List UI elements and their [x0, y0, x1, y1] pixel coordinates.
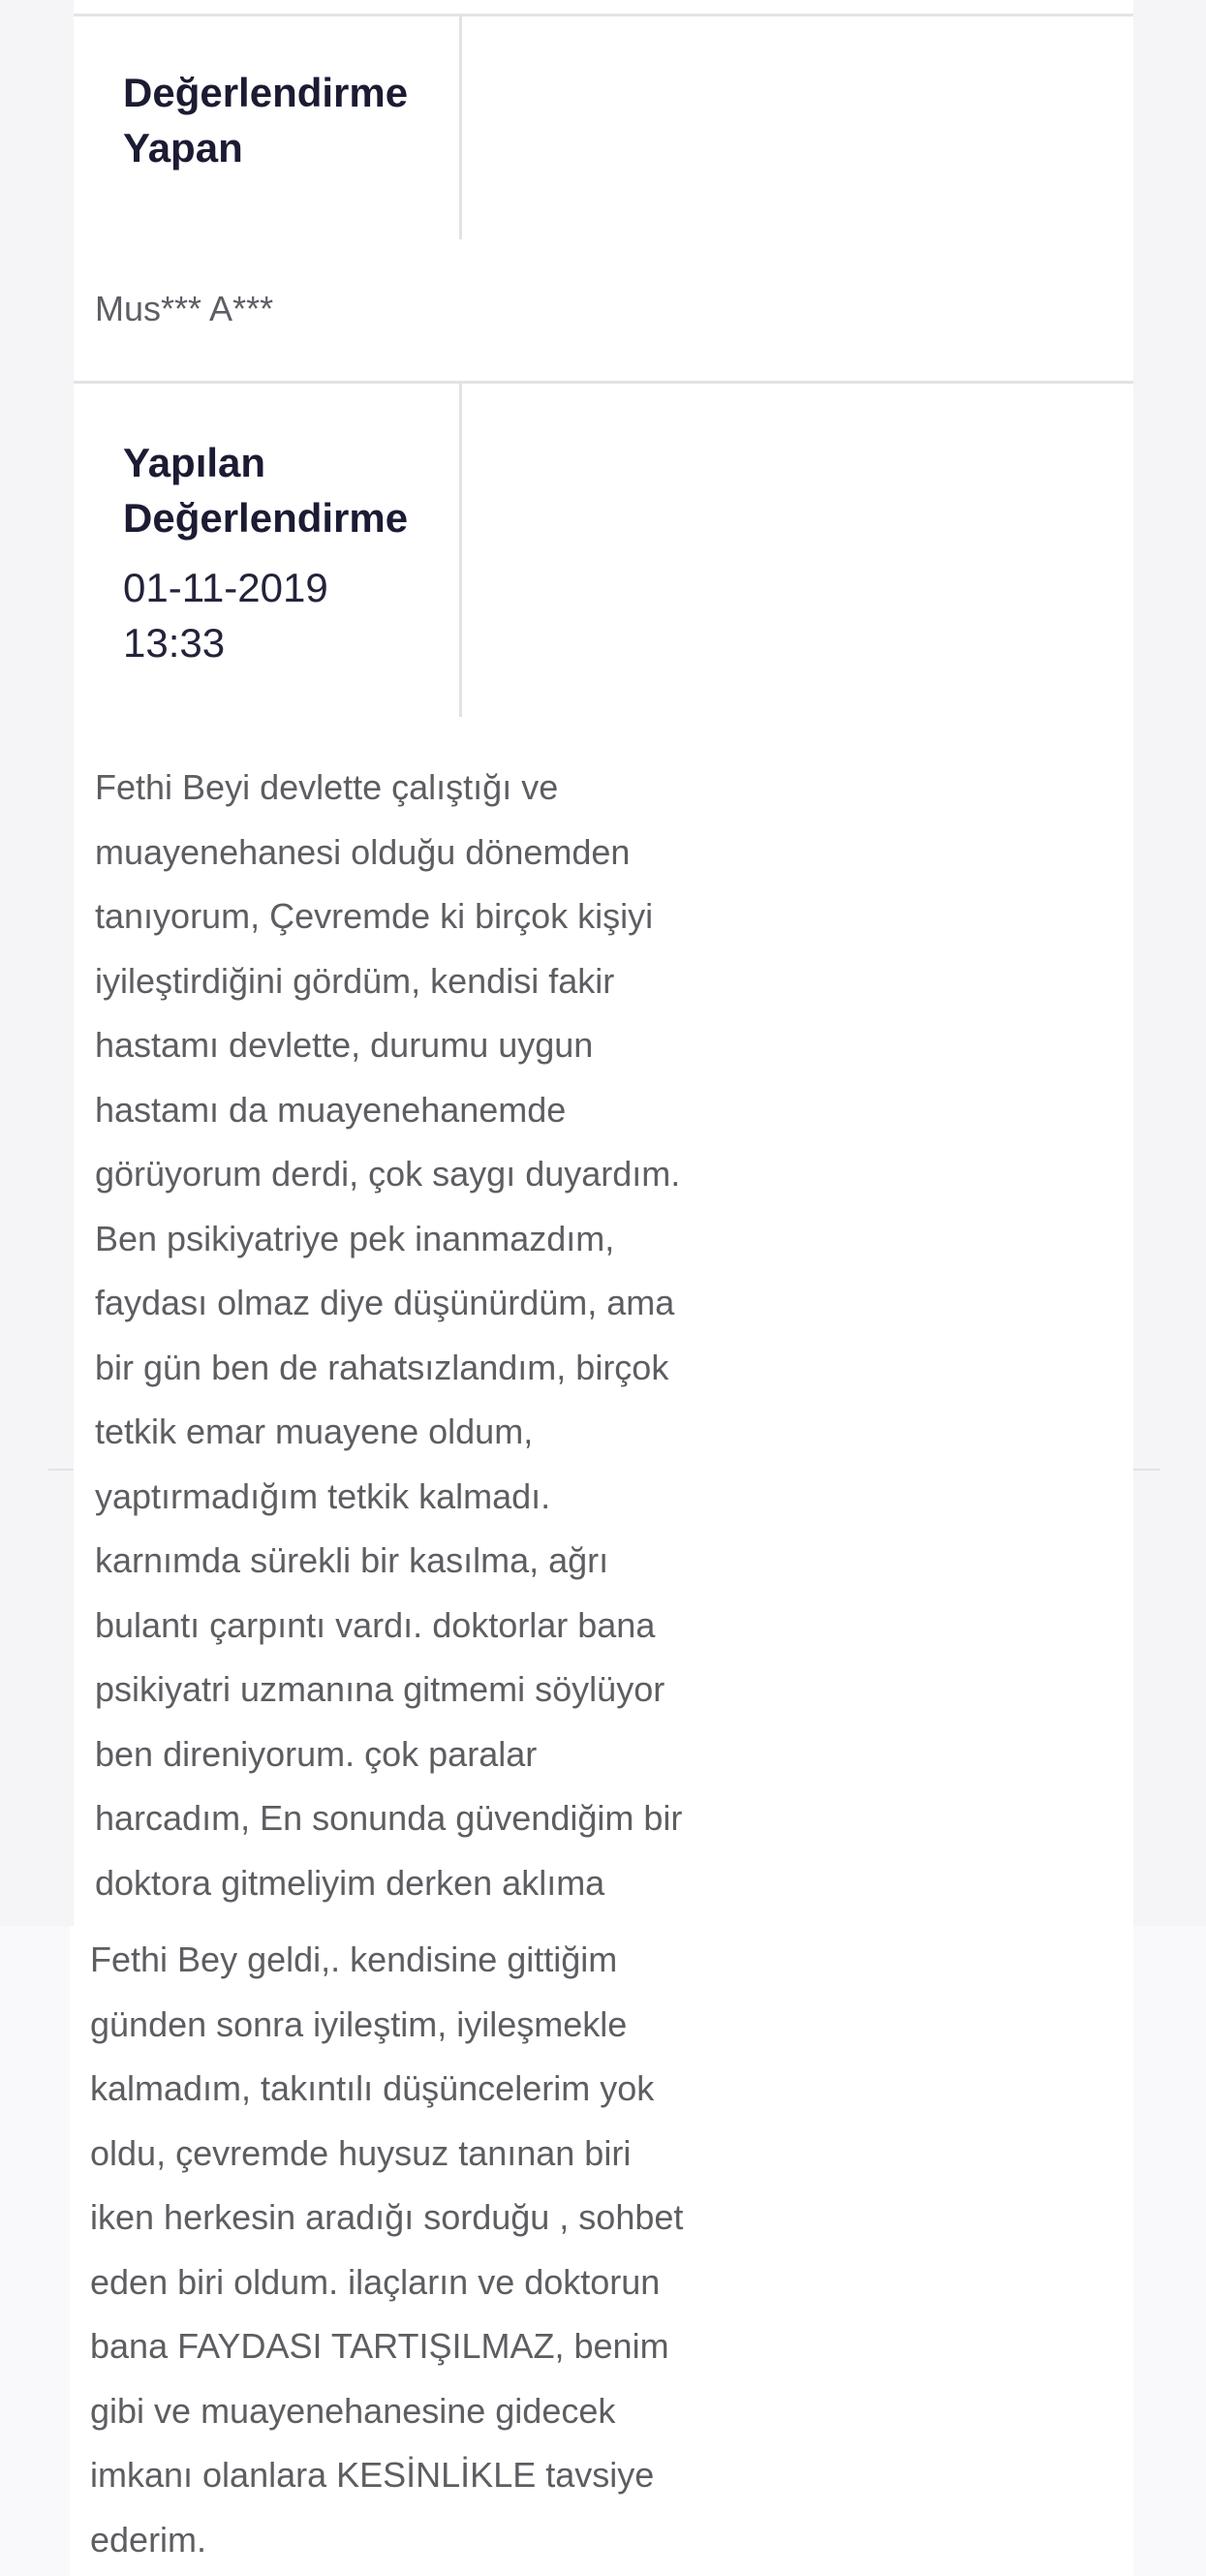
review-comment-text: Fethi Beyi devlette çalıştığı ve muayenehanesi olduğu dönemden tanıyorum, Çevremde ki birçok kişiyi iyileştirdiğini gördüm, kendisi fakir hastamı devlette, durumu uygun hastamı da muayenehanemde görüyorum derdi, çok saygı duyardım. Ben psikiyatriye pek inanmazdım, faydası olmaz diye düşünürdüm, ama bir gün ben de rahatsızlandım, birçok tetkik emar muayene oldum, yaptırmadığım tetkik kalmadı. karnımda sürekli bir kasılma, ağrı bulantı çarpıntı vardı. doktorlar bana psikiyatri uzmanına gitmemi söylüyor ben direniyorum. çok paralar harcadım, En sonunda güvendiğim bir doktora gitmeliyim derken aklıma: [95, 767, 683, 1903]
column-divider: [459, 16, 462, 239]
reviewer-label: Değerlendirme Yapan: [123, 70, 409, 171]
column-divider: [459, 384, 462, 717]
reviewer-name: Mus*** A***: [95, 289, 274, 328]
row-divider: [74, 14, 1133, 16]
review-comment-text-continued: Fethi Bey geldi,. kendisine gittiğim günden sonra iyileştim, iyileşmekle kalmadım, takıntılı düşüncelerim yok oldu, çevremde huysuz tanınan biri iken herkesin aradığı sorduğu , sohbet eden biri oldum. ilaçların ve doktorun bana FAYDASI TARTIŞILMAZ, benim gibi ve muayenehanesine gidecek imkanı olanlara KESİNLİKLE tavsiye ederim.: [90, 1940, 684, 2560]
row-divider: [74, 381, 1133, 384]
review-date: 01-11-2019 13:33: [123, 565, 328, 666]
review-label: Yapılan Değerlendirme: [123, 440, 409, 541]
